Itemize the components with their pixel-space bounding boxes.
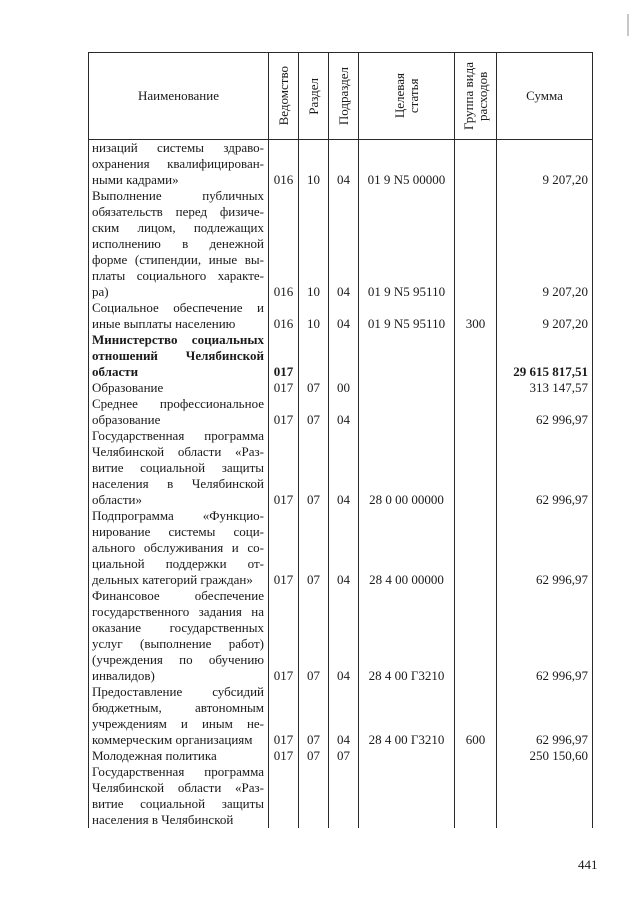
row-name-line: инвалидов) bbox=[92, 668, 155, 683]
row-expense-group-cell: 300 bbox=[455, 300, 497, 332]
row-name-cell bbox=[89, 684, 269, 748]
row-expense-group-cell bbox=[455, 428, 497, 508]
row-name-line: Финансовое обеспечение bbox=[92, 588, 264, 603]
row-name-cell bbox=[89, 588, 269, 684]
row-name-line: циальной поддержки от- bbox=[92, 556, 264, 571]
row-name-line: бюджетным, автономным bbox=[92, 700, 264, 715]
table-row bbox=[89, 428, 593, 508]
row-sum-cell: 29 615 817,51 bbox=[497, 332, 593, 380]
row-name-line: государственного задания на bbox=[92, 604, 264, 619]
row-subsection-cell: 04 bbox=[329, 396, 359, 428]
header-subsection: Подраздел bbox=[329, 53, 359, 140]
row-name-cell bbox=[89, 508, 269, 588]
row-subsection-cell: 04 bbox=[329, 188, 359, 300]
row-department-cell: 017 bbox=[269, 748, 299, 764]
row-department-cell: 017 bbox=[269, 508, 299, 588]
row-name-line: Молодежная политика bbox=[92, 748, 217, 763]
row-target-article-cell: 28 0 00 00000 bbox=[359, 428, 455, 508]
row-department-cell: 016 bbox=[269, 188, 299, 300]
header-expense-group: Группа вида расходов bbox=[455, 53, 497, 140]
table-body bbox=[89, 140, 593, 829]
row-name-line: иные выплаты населению bbox=[92, 316, 236, 331]
header-target-article: Целевая статья bbox=[359, 53, 455, 140]
row-name-line: дельных категорий граждан» bbox=[92, 572, 253, 587]
row-name-line: учреждениям и иным не- bbox=[92, 716, 264, 731]
row-name-cell bbox=[89, 396, 269, 428]
table-row bbox=[89, 684, 593, 748]
row-subsection-cell: 07 bbox=[329, 748, 359, 764]
row-section-cell: 10 bbox=[299, 140, 329, 189]
row-name-line: охранения квалифицирован- bbox=[92, 156, 264, 171]
row-sum-cell bbox=[497, 764, 593, 828]
row-subsection-cell: 04 bbox=[329, 508, 359, 588]
row-target-article-cell bbox=[359, 764, 455, 828]
row-name-line: отношений Челябинской bbox=[92, 348, 264, 363]
row-expense-group-cell bbox=[455, 588, 497, 684]
row-name-line: Челябинской области «Раз- bbox=[92, 780, 264, 795]
row-name-line: Министерство социальных bbox=[92, 332, 264, 347]
row-target-article-cell bbox=[359, 396, 455, 428]
row-name-cell bbox=[89, 300, 269, 332]
row-expense-group-cell bbox=[455, 188, 497, 300]
row-name-cell bbox=[89, 764, 269, 828]
header-section: Раздел bbox=[299, 53, 329, 140]
row-subsection-cell bbox=[329, 332, 359, 380]
row-name-cell bbox=[89, 188, 269, 300]
table-row bbox=[89, 140, 593, 189]
scan-edge-mark bbox=[627, 14, 629, 36]
row-name-cell bbox=[89, 748, 269, 764]
row-section-cell: 07 bbox=[299, 508, 329, 588]
row-target-article-cell: 28 4 00 Г3210 bbox=[359, 588, 455, 684]
row-target-article-cell: 28 4 00 Г3210 bbox=[359, 684, 455, 748]
row-sum-cell: 62 996,97 bbox=[497, 428, 593, 508]
row-name-line: форме (стипендии, иные вы- bbox=[92, 252, 264, 267]
row-department-cell: 017 bbox=[269, 332, 299, 380]
header-name: Наименование bbox=[89, 53, 269, 140]
row-sum-cell: 9 207,20 bbox=[497, 188, 593, 300]
row-section-cell: 07 bbox=[299, 748, 329, 764]
row-sum-cell: 62 996,97 bbox=[497, 684, 593, 748]
row-sum-cell: 313 147,57 bbox=[497, 380, 593, 396]
row-target-article-cell: 01 9 N5 95110 bbox=[359, 188, 455, 300]
row-name-line: Образование bbox=[92, 380, 164, 395]
row-department-cell: 016 bbox=[269, 300, 299, 332]
row-name-cell bbox=[89, 140, 269, 189]
row-name-line: Предоставление субсидий bbox=[92, 684, 264, 699]
row-sum-cell: 9 207,20 bbox=[497, 140, 593, 189]
row-name-line: ального обслуживания и со- bbox=[92, 540, 264, 555]
row-section-cell: 07 bbox=[299, 428, 329, 508]
table-row bbox=[89, 380, 593, 396]
row-subsection-cell: 04 bbox=[329, 428, 359, 508]
row-section-cell: 10 bbox=[299, 188, 329, 300]
row-sum-cell: 250 150,60 bbox=[497, 748, 593, 764]
row-expense-group-cell bbox=[455, 140, 497, 189]
row-name-line: ским лицом, подлежащих bbox=[92, 220, 264, 235]
row-name-line: (учреждения по обучению bbox=[92, 652, 264, 667]
row-name-line: области bbox=[92, 364, 139, 379]
row-expense-group-cell bbox=[455, 396, 497, 428]
row-sum-cell: 62 996,97 bbox=[497, 588, 593, 684]
table-header-row bbox=[89, 53, 593, 140]
table-row bbox=[89, 508, 593, 588]
page-number: 441 bbox=[578, 857, 598, 872]
row-name-line: обязательств перед физиче- bbox=[92, 204, 264, 219]
row-name-line: услуг (выполнение работ) bbox=[92, 636, 264, 651]
row-name-line: коммерческим организациям bbox=[92, 732, 253, 747]
header-department: Ведомство bbox=[269, 53, 299, 140]
row-name-line: нирование системы соци- bbox=[92, 524, 264, 539]
row-name-line: Государственная программа bbox=[92, 764, 264, 779]
row-department-cell: 017 bbox=[269, 428, 299, 508]
table-row bbox=[89, 748, 593, 764]
row-name-cell bbox=[89, 428, 269, 508]
row-subsection-cell: 04 bbox=[329, 140, 359, 189]
table-row bbox=[89, 588, 593, 684]
row-name-line: витие социальной защиты bbox=[92, 460, 264, 475]
row-name-line: населения в Челябинской bbox=[92, 476, 264, 491]
row-name-line: Государственная программа bbox=[92, 428, 264, 443]
row-department-cell bbox=[269, 764, 299, 828]
row-name-line: Подпрограмма «Функцио- bbox=[92, 508, 264, 523]
row-name-line: Среднее профессиональное bbox=[92, 396, 264, 411]
row-department-cell: 016 bbox=[269, 140, 299, 189]
row-name-line: ра) bbox=[92, 284, 109, 299]
row-target-article-cell: 01 9 N5 00000 bbox=[359, 140, 455, 189]
row-name-line: оказание государственных bbox=[92, 620, 264, 635]
row-section-cell: 07 bbox=[299, 684, 329, 748]
row-department-cell: 017 bbox=[269, 380, 299, 396]
row-subsection-cell: 04 bbox=[329, 300, 359, 332]
row-expense-group-cell bbox=[455, 748, 497, 764]
row-name-line: населения в Челябинской bbox=[92, 812, 234, 827]
table-row bbox=[89, 300, 593, 332]
row-name-line: витие социальной защиты bbox=[92, 796, 264, 811]
row-section-cell: 07 bbox=[299, 396, 329, 428]
row-name-line: исполнению в денежной bbox=[92, 236, 264, 251]
row-section-cell: 07 bbox=[299, 380, 329, 396]
table-row bbox=[89, 764, 593, 828]
row-sum-cell: 62 996,97 bbox=[497, 508, 593, 588]
row-department-cell: 017 bbox=[269, 588, 299, 684]
row-expense-group-cell: 600 bbox=[455, 684, 497, 748]
row-subsection-cell: 04 bbox=[329, 588, 359, 684]
row-name-line: образование bbox=[92, 412, 161, 427]
budget-table-container bbox=[88, 52, 593, 828]
row-expense-group-cell bbox=[455, 380, 497, 396]
row-section-cell bbox=[299, 332, 329, 380]
table-row bbox=[89, 396, 593, 428]
row-name-cell bbox=[89, 380, 269, 396]
row-department-cell: 017 bbox=[269, 396, 299, 428]
header-sum: Сумма bbox=[497, 53, 593, 140]
row-subsection-cell bbox=[329, 764, 359, 828]
row-target-article-cell: 01 9 N5 95110 bbox=[359, 300, 455, 332]
table-row bbox=[89, 332, 593, 380]
row-name-line: Социальное обеспечение и bbox=[92, 300, 264, 315]
row-name-cell bbox=[89, 332, 269, 380]
row-expense-group-cell bbox=[455, 764, 497, 828]
row-section-cell: 07 bbox=[299, 588, 329, 684]
row-name-line: платы социального характе- bbox=[92, 268, 264, 283]
row-name-line: области» bbox=[92, 492, 142, 507]
table-row bbox=[89, 188, 593, 300]
budget-table bbox=[88, 52, 593, 828]
row-name-line: Выполнение публичных bbox=[92, 188, 264, 203]
row-target-article-cell bbox=[359, 380, 455, 396]
row-name-line: Челябинской области «Раз- bbox=[92, 444, 264, 459]
row-sum-cell: 62 996,97 bbox=[497, 396, 593, 428]
row-sum-cell: 9 207,20 bbox=[497, 300, 593, 332]
row-target-article-cell bbox=[359, 332, 455, 380]
row-target-article-cell bbox=[359, 748, 455, 764]
row-section-cell: 10 bbox=[299, 300, 329, 332]
row-expense-group-cell bbox=[455, 508, 497, 588]
row-name-line: ными кадрами» bbox=[92, 172, 179, 187]
row-target-article-cell: 28 4 00 00000 bbox=[359, 508, 455, 588]
row-department-cell: 017 bbox=[269, 684, 299, 748]
row-section-cell bbox=[299, 764, 329, 828]
row-subsection-cell: 04 bbox=[329, 684, 359, 748]
row-subsection-cell: 00 bbox=[329, 380, 359, 396]
row-expense-group-cell bbox=[455, 332, 497, 380]
row-name-line: низаций системы здраво- bbox=[92, 140, 264, 155]
